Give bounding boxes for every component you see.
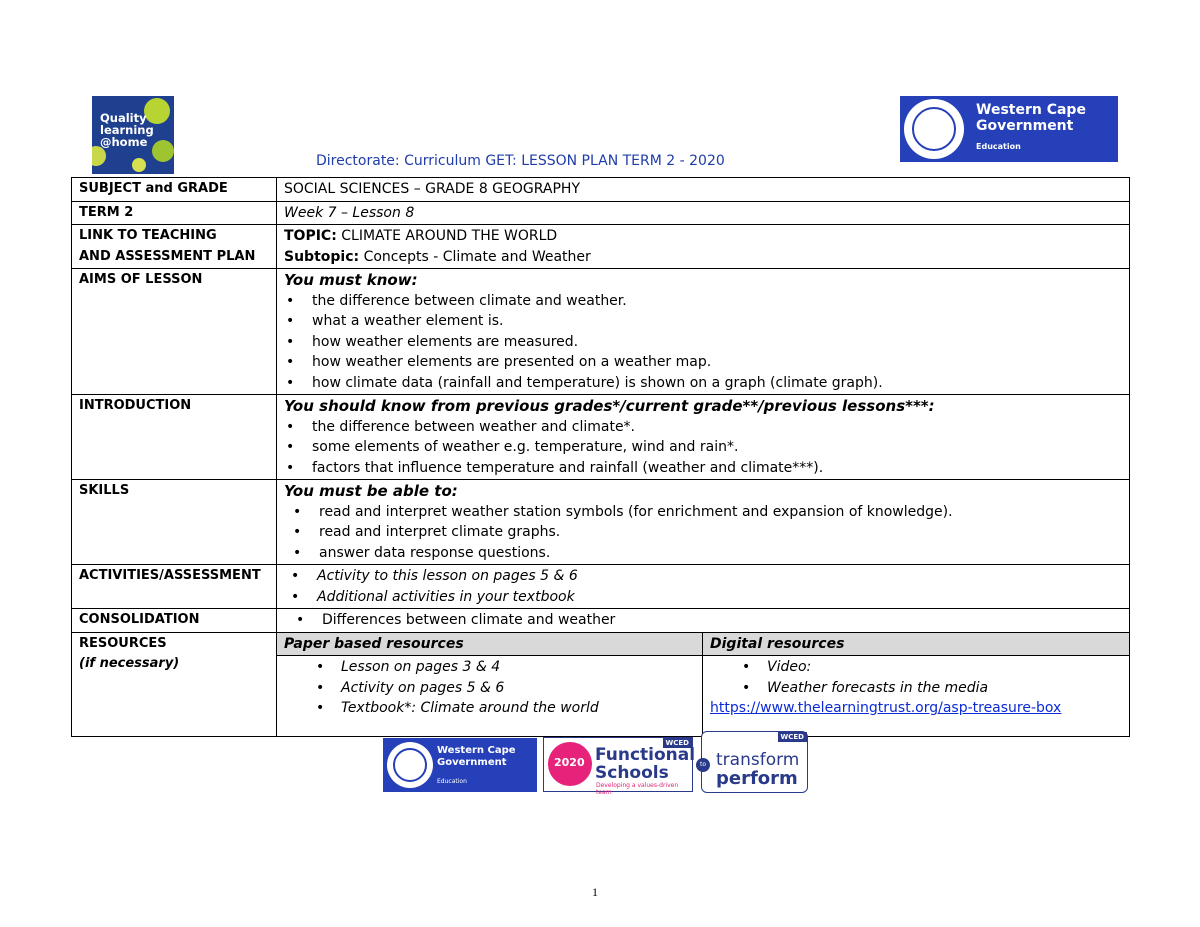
paper-resources-cell: [277, 656, 703, 737]
subtopic-value: Concepts - Climate and Weather: [363, 248, 591, 265]
term-row: [72, 201, 1130, 225]
activities-list: [284, 566, 1123, 607]
term-label: TERM 2: [72, 201, 277, 225]
link-row: [72, 225, 1130, 269]
aims-heading: You must know:: [284, 271, 418, 289]
introduction-cell: [277, 395, 1130, 480]
resources-header-row: [72, 632, 1130, 656]
skills-list: [284, 502, 1123, 564]
footer-wcg-logo: Western Cape Government Education: [383, 738, 537, 792]
topic-cell: [277, 225, 1130, 269]
list-item: • Activity to this lesson on pages 5 & 6: [317, 566, 1123, 587]
activities-label: ACTIVITIES/ASSESSMENT: [72, 565, 277, 609]
skills-cell: [277, 480, 1130, 565]
term-value: Week 7 – Lesson 8: [277, 201, 1130, 225]
paper-resources-list: [284, 657, 696, 719]
skills-heading: You must be able to:: [284, 482, 458, 500]
paper-resources-heading: Paper based resources: [277, 632, 703, 656]
digital-resources-list: [710, 657, 1123, 698]
list-item: • read and interpret climate graphs.: [319, 522, 1123, 543]
consolidation-list: [284, 610, 1123, 631]
subject-label: SUBJECT and GRADE: [72, 178, 277, 202]
activities-row: [72, 565, 1130, 609]
topic-label: TOPIC:: [284, 228, 337, 244]
subject-row: [72, 178, 1130, 202]
introduction-list: [284, 417, 1123, 479]
resources-label: RESOURCES (if necessary): [72, 632, 277, 737]
skills-label: SKILLS: [72, 480, 277, 565]
document-header: Directorate: Curriculum GET: LESSON PLAN TERM 2 - 2020: [316, 153, 725, 169]
crest-icon: [904, 99, 964, 159]
quality-learning-home-logo: [92, 96, 174, 174]
page-number: 1: [592, 885, 598, 899]
list-item: • what a weather element is.: [312, 311, 1123, 332]
aims-row: [72, 269, 1130, 395]
link-label: LINK TO TEACHING AND ASSESSMENT PLAN: [72, 225, 277, 269]
aims-cell: [277, 269, 1130, 395]
lesson-plan-table: [71, 177, 1130, 737]
introduction-heading: You should know from previous grades*/current grade**/previous lessons***:: [284, 397, 935, 415]
list-item: • Weather forecasts in the media: [767, 678, 1123, 699]
functional-schools-logo: WCED 2020 Functional Schools Developing a values-driven team: [543, 737, 693, 792]
list-item: • how weather elements are measured.: [312, 332, 1123, 353]
list-item: • the difference between climate and weather.: [312, 291, 1123, 312]
aims-label: AIMS OF LESSON: [72, 269, 277, 395]
quality-learning-logo-text: Quality learning @home: [100, 111, 154, 149]
list-item: • Additional activities in your textbook: [317, 587, 1123, 608]
consolidation-label: CONSOLIDATION: [72, 609, 277, 633]
list-item: • Textbook*: Climate around the world: [341, 698, 696, 719]
introduction-label: INTRODUCTION: [72, 395, 277, 480]
list-item: • how weather elements are presented on a weather map.: [312, 352, 1123, 373]
list-item: • Differences between climate and weather: [322, 610, 1123, 631]
list-item: • Video:: [767, 657, 1123, 678]
list-item: • how climate data (rainfall and temperature) is shown on a graph (climate graph).: [312, 373, 1123, 394]
topic-value: CLIMATE AROUND THE WORLD: [341, 228, 558, 244]
consolidation-row: [72, 609, 1130, 633]
list-item: • Activity on pages 5 & 6: [341, 678, 696, 699]
digital-resources-heading: Digital resources: [703, 632, 1130, 656]
activities-cell: [277, 565, 1130, 609]
western-cape-government-logo: Western Cape Government Education: [900, 96, 1118, 162]
list-item: • answer data response questions.: [319, 543, 1123, 564]
digital-resources-cell: [703, 656, 1130, 737]
subject-value: SOCIAL SCIENCES – GRADE 8 GEOGRAPHY: [277, 178, 1130, 202]
list-item: • the difference between weather and climate*.: [312, 417, 1123, 438]
treasure-box-link[interactable]: https://www.thelearningtrust.org/asp-treasure-box: [710, 700, 1062, 716]
subtopic-label: Subtopic:: [284, 248, 360, 265]
list-item: • factors that influence temperature and rainfall (weather and climate***).: [312, 458, 1123, 479]
list-item: • some elements of weather e.g. temperature, wind and rain*.: [312, 437, 1123, 458]
skills-row: [72, 480, 1130, 565]
list-item: • Lesson on pages 3 & 4: [341, 657, 696, 678]
aims-list: [284, 291, 1123, 394]
list-item: • read and interpret weather station symbols (for enrichment and expansion of knowledge).: [319, 502, 1123, 523]
introduction-row: [72, 395, 1130, 480]
transform-perform-logo: WCED to transform perform: [701, 731, 808, 793]
crest-icon: [387, 742, 433, 788]
consolidation-cell: [277, 609, 1130, 633]
